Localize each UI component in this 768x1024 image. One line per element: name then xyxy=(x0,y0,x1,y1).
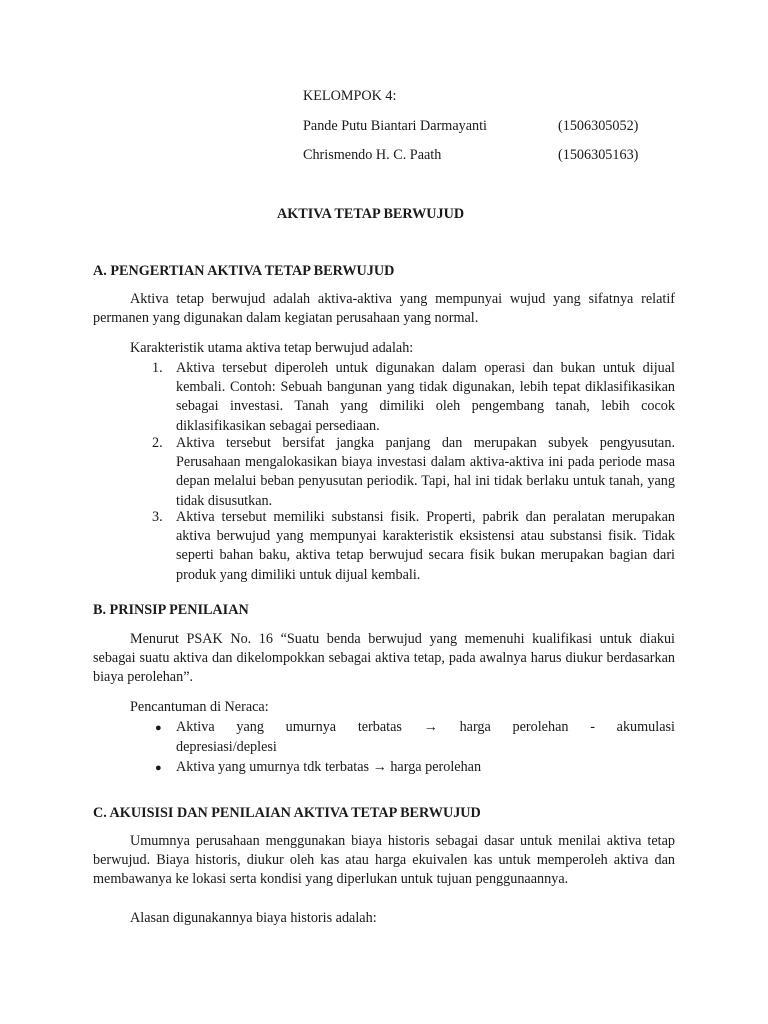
list-item: Aktiva tersebut bersifat jangka panjang dan merupakan subyek pengyusutan. Perusahaan mengalokasikan biaya investasi dalam aktiva-aktiva ini pada periode masa depan melalui beban penyusutan periodik. Tapi, hal ini tidak berlaku untuk tanah, yang tidak disusutkan. xyxy=(176,435,675,509)
word: akumulasi xyxy=(616,719,675,735)
document-title: AKTIVA TETAP BERWUJUD xyxy=(277,206,465,222)
word: - xyxy=(590,719,595,735)
list-number: 1. xyxy=(152,360,163,376)
list-intro: Karakteristik utama aktiva tetap berwujud adalah: xyxy=(130,340,414,356)
arrow-icon: → xyxy=(423,719,438,735)
section-heading-a: A. PENGERTIAN AKTIVA TETAP BERWUJUD xyxy=(93,263,395,279)
bullet-item: Aktiva yang umurnya tdk terbatas → harga perolehan xyxy=(176,759,482,775)
word: umurnya xyxy=(285,719,337,735)
member-name: Pande Putu Biantari Darmayanti xyxy=(303,118,488,134)
list-item: Aktiva tersebut memiliki substansi fisik. Properti, pabrik dan peralatan merupakan aktiva berwujud yang mempunyai karakteristik eksistensi atau substansi fisik. Tidak seperti bahan baku, aktiva tetap berwujud secara fisik bukan merupakan bagian dari produk yang dimiliki untuk dijual kembali. xyxy=(176,509,675,583)
paragraph: Menurut PSAK No. 16 “Suatu benda berwujud yang memenuhi kualifikasi untuk diakui sebagai suatu aktiva dan dikelompokkan sebagai aktiva tetap, pada awalnya harus diukur berdasarkan biaya perolehan”. xyxy=(93,631,675,686)
member-id: (1506305052) xyxy=(558,118,639,134)
word: harga xyxy=(459,719,491,735)
list-item: Aktiva tersebut diperoleh untuk digunakan dalam operasi dan bukan untuk dijual kembali. Contoh: Sebuah bangunan yang tidak digunakan, lebih tepat diklasifikasikan sebagai investasi. Tanah yang dimiliki oleh pengembang tanah, lebih cocok diklasifikasikan sebagai persediaan. xyxy=(176,360,675,434)
paragraph: Aktiva tetap berwujud adalah aktiva-aktiva yang mempunyai wujud yang sifatnya relatif permanen yang digunakan dalam kegiatan perusahaan yang normal. xyxy=(93,291,675,327)
member-name: Chrismendo H. C. Paath xyxy=(303,147,442,163)
word: terbatas xyxy=(357,719,402,735)
bullet-item-line xyxy=(176,718,675,737)
list-number: 2. xyxy=(152,435,163,451)
member-id: (1506305163) xyxy=(558,147,639,163)
paragraph: Umumnya perusahaan menggunakan biaya historis sebagai dasar untuk menilai aktiva tetap berwujud. Biaya historis, diukur oleh kas atau harga ekuivalen kas untuk memperoleh aktiva dan membawanya ke lokasi serta kondisi yang diperlukan untuk tujuan penggunaannya. xyxy=(93,833,675,888)
paragraph-line: Alasan digunakannya biaya historis adalah: xyxy=(130,910,377,926)
word: perolehan xyxy=(512,719,569,735)
list-number: 3. xyxy=(152,509,163,525)
section-heading-c: C. AKUISISI DAN PENILAIAN AKTIVA TETAP BERWUJUD xyxy=(93,805,481,821)
list-intro: Pencantuman di Neraca: xyxy=(130,699,269,715)
group-label: KELOMPOK 4: xyxy=(303,88,397,104)
word: Aktiva xyxy=(176,719,215,735)
word: yang xyxy=(236,719,264,735)
bullet-item-continuation: depresiasi/deplesi xyxy=(176,739,277,755)
section-heading-b: B. PRINSIP PENILAIAN xyxy=(93,602,249,618)
bullet-icon: ● xyxy=(155,722,162,734)
bullet-icon: ● xyxy=(155,762,162,774)
